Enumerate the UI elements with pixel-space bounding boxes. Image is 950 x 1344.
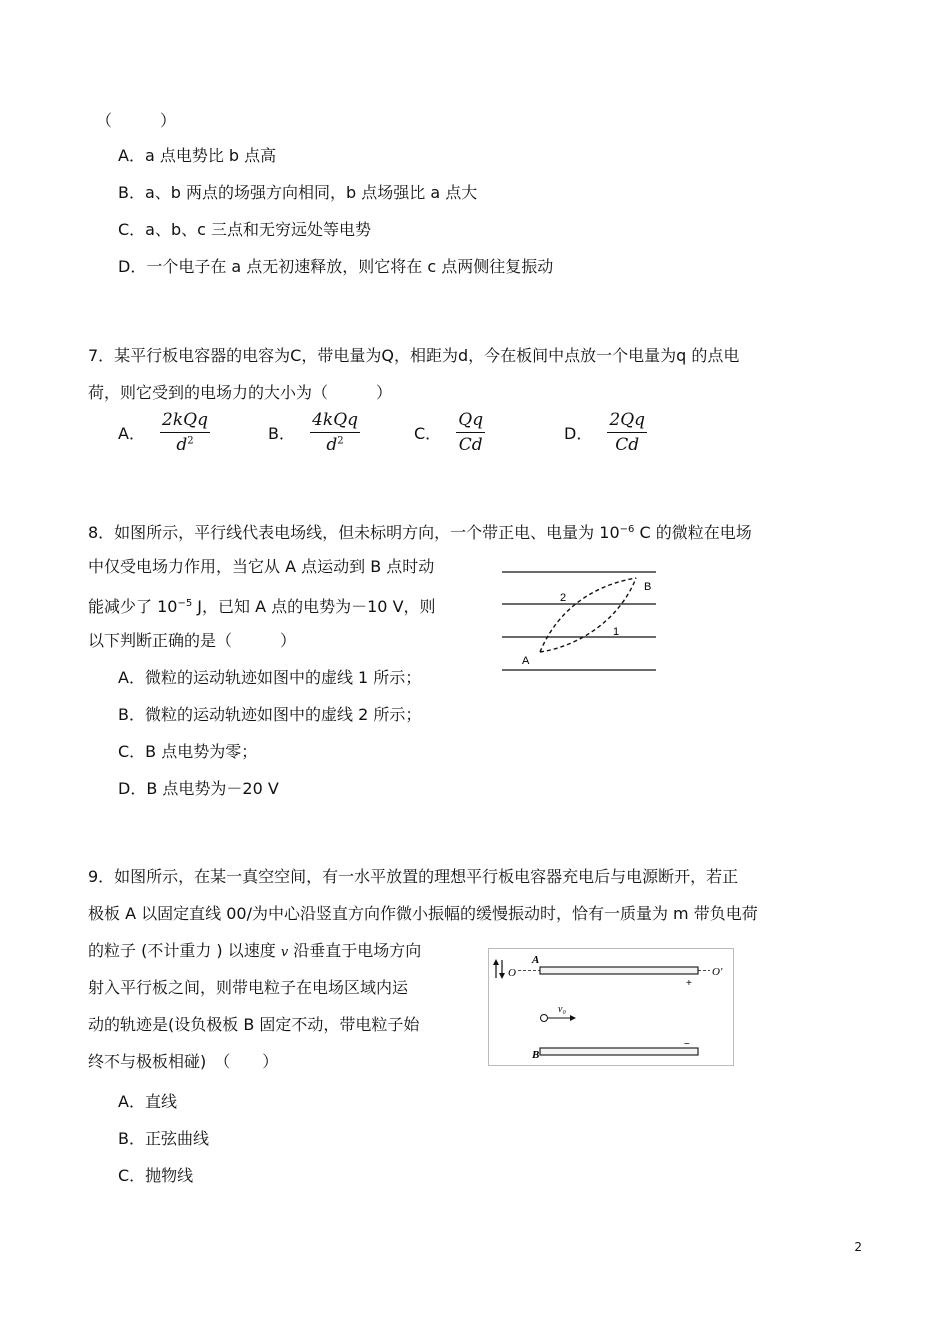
q8-stem-line3 [88,594,436,617]
q8-text: J，已知 A 点的电势为－10 V，则 [192,597,436,616]
velocity-label: v₀ [558,1004,566,1015]
q8-stem-line4: 以下判断正确的是（ ） [88,631,297,650]
q8-option-c: C．B 点电势为零； [118,742,258,761]
q8-text: C 的微粒在电场 [634,523,752,542]
plate-a-label: A [532,954,540,966]
q9-stem-line1: 9．如图所示，在某一真空空间，有一水平放置的理想平行板电容器充电后与电源断开，若正 [88,867,739,886]
q7-choice-label: C． [414,424,442,443]
q8-stem-line2: 中仅受电场力作用，当它从 A 点运动到 B 点时动 [88,557,435,576]
denominator [160,433,210,455]
q7-choice-label: D． [564,424,593,443]
q9-option-c: C．抛物线 [118,1166,194,1185]
q7-choice-label: B． [268,424,295,443]
q6-option-b: B．a、b 两点的场强方向相同，b 点场强比 a 点大 [118,183,478,202]
field-lines-figure [500,564,660,676]
q8-stem-line1 [88,520,752,543]
trajectory-2-label: 2 [560,592,567,604]
axis-o-prime-label: O′ [712,966,723,978]
q7-choice-label: A． [118,424,145,443]
denominator-base: d [176,435,188,455]
trajectory-1-label: 1 [613,626,620,638]
q7-stem-line2: 荷，则它受到的电场力的大小为（ ） [88,383,393,402]
trajectory-1 [540,578,636,652]
q7-choice-d [564,410,647,455]
q8-text: 8．如图所示，平行线代表电场线，但未标明方向，一个带正电、电量为 10 [88,523,620,542]
q8-text: 能减少了 10 [88,597,178,616]
fraction [456,410,485,455]
q9-stem-line5: 动的轨迹是(设负极板 B 固定不动，带电粒子始 [88,1015,420,1034]
denominator [310,433,360,455]
q8-exponent: −5 [177,598,193,609]
numerator: 2kQq [160,410,210,433]
q9-option-a: A．直线 [118,1092,177,1111]
numerator: 4kQq [310,410,360,433]
q9-stem-line3 [88,941,421,963]
plate-b-label: B [532,1049,540,1061]
axis-o-label: O [508,967,516,979]
q8-option-a: A．微粒的运动轨迹如图中的虚线 1 所示； [118,668,422,687]
q7-choice-a [118,410,210,455]
velocity-symbol: v [280,945,289,960]
q7-choice-b [268,410,360,455]
point-a-label: A [522,655,530,667]
trajectory-2 [540,578,636,652]
fraction [310,410,360,455]
charged-particle [541,1015,548,1022]
point-b-label: B [644,581,652,593]
page-number: 2 [854,1240,862,1254]
fraction [160,410,210,455]
plate-b [540,1048,698,1055]
denominator-base: d [326,435,338,455]
q9-stem-line2: 极板 A 以固定直线 00/为中心沿竖直方向作微小振幅的缓慢振动时，恰有一质量为 m 带负电荷 [88,904,758,923]
q9-text: 沿垂直于电场方向 [288,941,422,960]
q6-option-c: C．a、b、c 三点和无穷远处等电势 [118,220,372,239]
capacitor-figure [488,948,734,1066]
q7-choice-c [414,410,485,455]
q8-option-d: D．B 点电势为－20 V [118,779,279,798]
denominator: Cd [615,435,640,455]
exponent: 2 [337,435,344,447]
q6-option-d: D．一个电子在 a 点无初速释放，则它将在 c 点两侧往复振动 [118,257,554,276]
answer-paren: （ ） [96,111,177,130]
numerator: 2Qq [607,410,647,433]
plus-sign: + [686,978,692,989]
numerator: Qq [456,410,485,433]
q7-stem-line1: 7．某平行板电容器的电容为C，带电量为Q，相距为d，今在板间中点放一个电量为q 的点电 [88,346,740,365]
q8-exponent: −6 [619,524,635,535]
exponent: 2 [187,435,194,447]
denominator: Cd [458,435,483,455]
q9-option-b: B．正弦曲线 [118,1129,209,1148]
q9-text: 的粒子 (不计重力 ) 以速度 [88,941,276,960]
q6-option-a: A．a 点电势比 b 点高 [118,146,277,165]
q9-stem-line4: 射入平行板之间，则带电粒子在电场区域内运 [88,978,409,997]
q8-option-b: B．微粒的运动轨迹如图中的虚线 2 所示； [118,705,422,724]
fraction [607,410,647,455]
minus-sign: − [684,1039,690,1050]
plate-a [540,967,698,974]
q9-stem-line6: 终不与极板相碰) （ ） [88,1052,279,1071]
